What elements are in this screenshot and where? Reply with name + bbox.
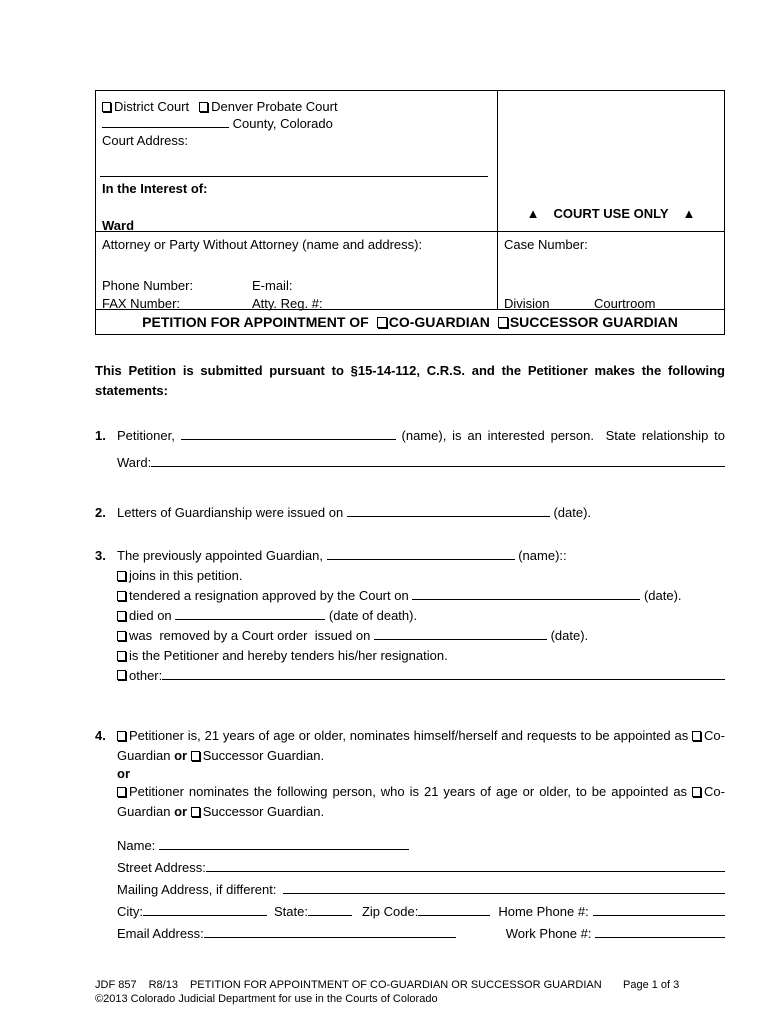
resignation-checkbox[interactable] (117, 591, 126, 601)
option-removed (117, 626, 725, 646)
nominee-guardian-word: Guardian (117, 804, 171, 819)
case-number-cell (498, 232, 724, 310)
item-3-text-post: (name):: (518, 548, 567, 563)
nominee-or-word: or (174, 804, 188, 819)
removal-date-blank[interactable] (374, 627, 547, 640)
resignation-date-suffix: (date). (643, 588, 682, 603)
caption-table (95, 90, 725, 335)
ward-label: Ward (102, 218, 135, 233)
intro-statement (95, 361, 725, 401)
case-number-label: Case Number: (504, 237, 588, 252)
attorney-label: Attorney or Party Without Attorney (name and address): (102, 237, 423, 252)
self-nomination-text: Petitioner is, 21 years of age or older, nominates himself/herself and requests to be appointed as (129, 728, 689, 743)
item-3 (95, 546, 725, 686)
atty-reg-label: Atty. Reg. #: (252, 296, 323, 311)
item-2-text-post: (date). (553, 505, 592, 520)
nominee-text: Petitioner nominates the following person, who is 21 years of age or older, to be appointed as (129, 784, 688, 799)
courtroom-label: Courtroom (594, 296, 656, 311)
nominee-checkbox[interactable] (117, 787, 126, 797)
triangle-left-icon: ▲ (526, 206, 540, 221)
home-phone-label: Home Phone #: (498, 904, 589, 919)
option-tenders (117, 646, 725, 666)
denver-probate-checkbox[interactable] (199, 102, 208, 112)
footer-revision: R8/13 (148, 979, 178, 991)
tenders-resignation-checkbox[interactable] (117, 651, 126, 661)
option-joins (117, 566, 725, 586)
option-resignation (117, 586, 725, 606)
footer-form-number: JDF 857 (95, 979, 137, 991)
tenders-label: is the Petitioner and hereby tenders his/her resignation. (129, 648, 448, 663)
attorney-cell (96, 232, 498, 310)
zip-label: Zip Code: (361, 904, 419, 919)
resignation-label: tendered a resignation approved by the Court on (129, 588, 409, 603)
county-label: County, Colorado (232, 116, 333, 131)
mailing-label: Mailing Address, if different: (117, 882, 277, 897)
nominee-name-blank[interactable] (159, 837, 409, 850)
form-title-prefix: PETITION FOR APPOINTMENT OF (142, 313, 369, 330)
died-label: died on (129, 608, 172, 623)
item-4 (95, 726, 725, 946)
nominee-successor-checkbox[interactable] (191, 807, 200, 817)
nominee-successor-frag: Successor Guardian. (202, 804, 325, 819)
option-nominee (117, 782, 725, 802)
footer-line-1 (95, 978, 725, 992)
email-field-label: Email Address: (117, 926, 204, 941)
self-co-frag: Co- (704, 728, 725, 743)
guardian-name-blank[interactable] (327, 547, 515, 560)
other-checkbox[interactable] (117, 670, 126, 680)
denver-probate-label: Denver Probate Court (211, 99, 338, 114)
mailing-field-row (117, 880, 725, 902)
death-date-blank[interactable] (175, 607, 325, 620)
item-3-text-pre: The previously appointed Guardian, (117, 548, 323, 563)
name-label: Name: (117, 838, 156, 853)
item-1-ward-label: Ward: (117, 455, 152, 470)
nominee-fields (117, 836, 725, 946)
petitioner-name-blank[interactable] (181, 427, 396, 440)
email-blank[interactable] (204, 925, 456, 938)
street-label: Street Address: (117, 860, 206, 875)
option-other (117, 666, 725, 686)
in-interest-label: In the Interest of: (102, 181, 208, 196)
self-successor-frag: Successor Guardian. (202, 748, 325, 763)
title-co-guardian-label: CO-GUARDIAN (388, 313, 490, 330)
street-address-blank[interactable] (206, 859, 725, 872)
district-court-checkbox[interactable] (102, 102, 111, 112)
or-divider: or (117, 766, 130, 781)
other-blank[interactable] (162, 667, 725, 680)
division-label: Division (504, 296, 550, 311)
item-1 (95, 426, 725, 472)
court-use-only-label: COURT USE ONLY (553, 206, 669, 221)
option-self-nomination (117, 726, 725, 746)
item-3-number: 3. (95, 548, 106, 563)
removed-label: was removed by a Court order issued on (129, 628, 371, 643)
self-co-guardian-checkbox[interactable] (692, 731, 701, 741)
street-field-row (117, 858, 725, 880)
form-title (96, 310, 724, 334)
removed-checkbox[interactable] (117, 631, 126, 641)
footer-copyright: ©2013 Colorado Judicial Department for use in the Courts of Colorado (95, 993, 438, 1005)
zip-blank[interactable] (418, 903, 490, 916)
work-phone-label: Work Phone #: (505, 926, 592, 941)
item-1-text-mid: (name), is an interested person. State relationship to (401, 428, 725, 443)
fax-label: FAX Number: (102, 296, 181, 311)
letters-date-blank[interactable] (347, 504, 550, 517)
item-1-number: 1. (95, 428, 106, 443)
city-field-row (117, 902, 725, 924)
county-blank[interactable] (102, 115, 229, 128)
email-field-row (117, 924, 725, 946)
item-2 (95, 503, 725, 522)
joins-checkbox[interactable] (117, 571, 126, 581)
work-phone-blank[interactable] (595, 925, 725, 938)
self-guardian-word: Guardian (117, 748, 171, 763)
intro-line-1: This Petition is submitted pursuant to §15-14-112, C.R.S. and the Petitioner makes the following (95, 363, 725, 378)
item-2-number: 2. (95, 505, 106, 520)
option-died (117, 606, 725, 626)
nominee-co-guardian-checkbox[interactable] (692, 787, 701, 797)
triangle-right-icon: ▲ (682, 206, 696, 221)
interest-divider-line (100, 176, 488, 177)
city-label: City: (117, 904, 143, 919)
item-1-text-pre: Petitioner, (117, 428, 175, 443)
page-number: Page 1 of 3 (623, 979, 680, 991)
self-or-word: or (174, 748, 188, 763)
state-label: State: (274, 904, 308, 919)
self-nomination-checkbox[interactable] (117, 731, 126, 741)
district-court-label: District Court (114, 99, 190, 114)
nominee-co-frag: Co- (704, 784, 725, 799)
joins-label: joins in this petition. (129, 568, 243, 583)
died-checkbox[interactable] (117, 611, 126, 621)
item-4-number: 4. (95, 728, 106, 743)
footer-title: PETITION FOR APPOINTMENT OF CO-GUARDIAN OR SUCCESSOR GUARDIAN (189, 979, 602, 991)
removed-suffix: (date). (550, 628, 589, 643)
other-label: other: (129, 668, 163, 683)
phone-label: Phone Number: (102, 278, 194, 293)
title-co-guardian-checkbox[interactable] (377, 317, 387, 328)
city-blank[interactable] (143, 903, 267, 916)
home-phone-blank[interactable] (593, 903, 725, 916)
title-successor-label: SUCCESSOR GUARDIAN (509, 313, 678, 330)
intro-line-2: statements: (95, 383, 168, 398)
court-info-cell (96, 91, 498, 232)
name-field-row (117, 836, 725, 858)
court-address-label: Court Address: (102, 133, 188, 148)
self-successor-checkbox[interactable] (191, 751, 200, 761)
page-footer (95, 978, 725, 1006)
relationship-blank[interactable] (151, 454, 725, 467)
item-2-text-pre: Letters of Guardianship were issued on (117, 505, 344, 520)
state-blank[interactable] (308, 903, 352, 916)
email-label: E-mail: (252, 278, 293, 293)
mailing-address-blank[interactable] (283, 881, 725, 894)
court-use-cell (498, 91, 724, 232)
title-successor-checkbox[interactable] (498, 317, 508, 328)
resignation-date-blank[interactable] (412, 587, 640, 600)
died-suffix: (date of death). (328, 608, 418, 623)
